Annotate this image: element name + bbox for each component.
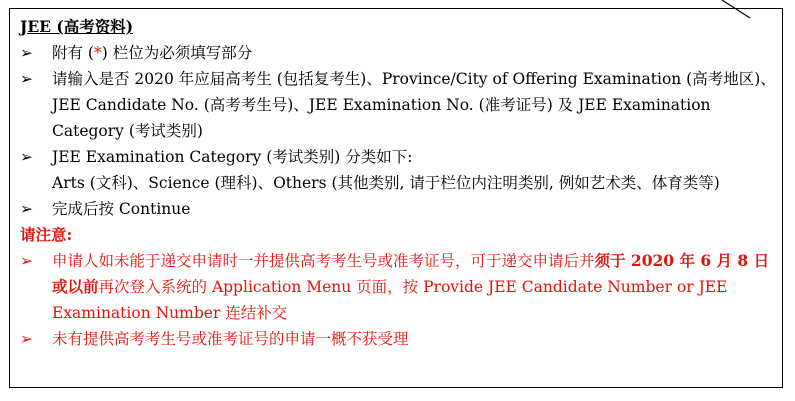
arrow-bullet-icon: ➢	[20, 70, 33, 88]
notice-item	[20, 326, 780, 352]
instructions-content	[20, 14, 780, 352]
item-text: 完成后按 Continue	[52, 200, 191, 218]
arrow-bullet-icon: ➢	[20, 200, 33, 218]
item-text: 请输入是否 2020 年应届高考生 (包括复考生)、Province/City of Offering Examination (高考地区)、JEE Candidate No. (高考考生号)、JEE Examination No. (准考证号) 及 JEE Examination Category (考试类别)	[52, 70, 776, 140]
deadline-text: 须于 2020 年 6 月 8 日或以前	[52, 251, 770, 296]
section-heading: JEE (高考资料)	[20, 17, 134, 36]
notice-title: 请注意:	[20, 225, 73, 244]
list-item	[20, 66, 780, 144]
list-item	[20, 40, 780, 66]
list-item	[20, 144, 780, 196]
arrow-bullet-icon: ➢	[20, 148, 33, 166]
item-text: JEE Examination Category (考试类别) 分类如下:	[52, 148, 413, 166]
notice-text: 再次登入系统的 Application Menu 页面，按 Provide JEE Candidate Number or JEE Examination Number 连结补交	[52, 278, 728, 322]
arrow-bullet-icon: ➢	[20, 44, 33, 62]
arrow-bullet-icon: ➢	[20, 252, 33, 270]
required-star: *	[93, 44, 102, 62]
list-item	[20, 196, 780, 222]
notice-text: 申请人如未能于递交申请时一并提供高考考生号或准考证号，可于递交申请后并	[52, 252, 595, 270]
item-text: ) 栏位为必须填写部分	[101, 44, 253, 62]
notice-text: 未有提供高考考生号或准考证号的申请一概不获受理	[52, 330, 409, 348]
arrow-bullet-icon: ➢	[20, 330, 33, 348]
item-text: Arts (文科)、Science (理科)、Others (其他类别, 请于栏位内注明类别, 例如艺术类、体育类等)	[52, 174, 720, 192]
item-text: 附有 (	[52, 44, 94, 62]
notice-item	[20, 248, 780, 326]
